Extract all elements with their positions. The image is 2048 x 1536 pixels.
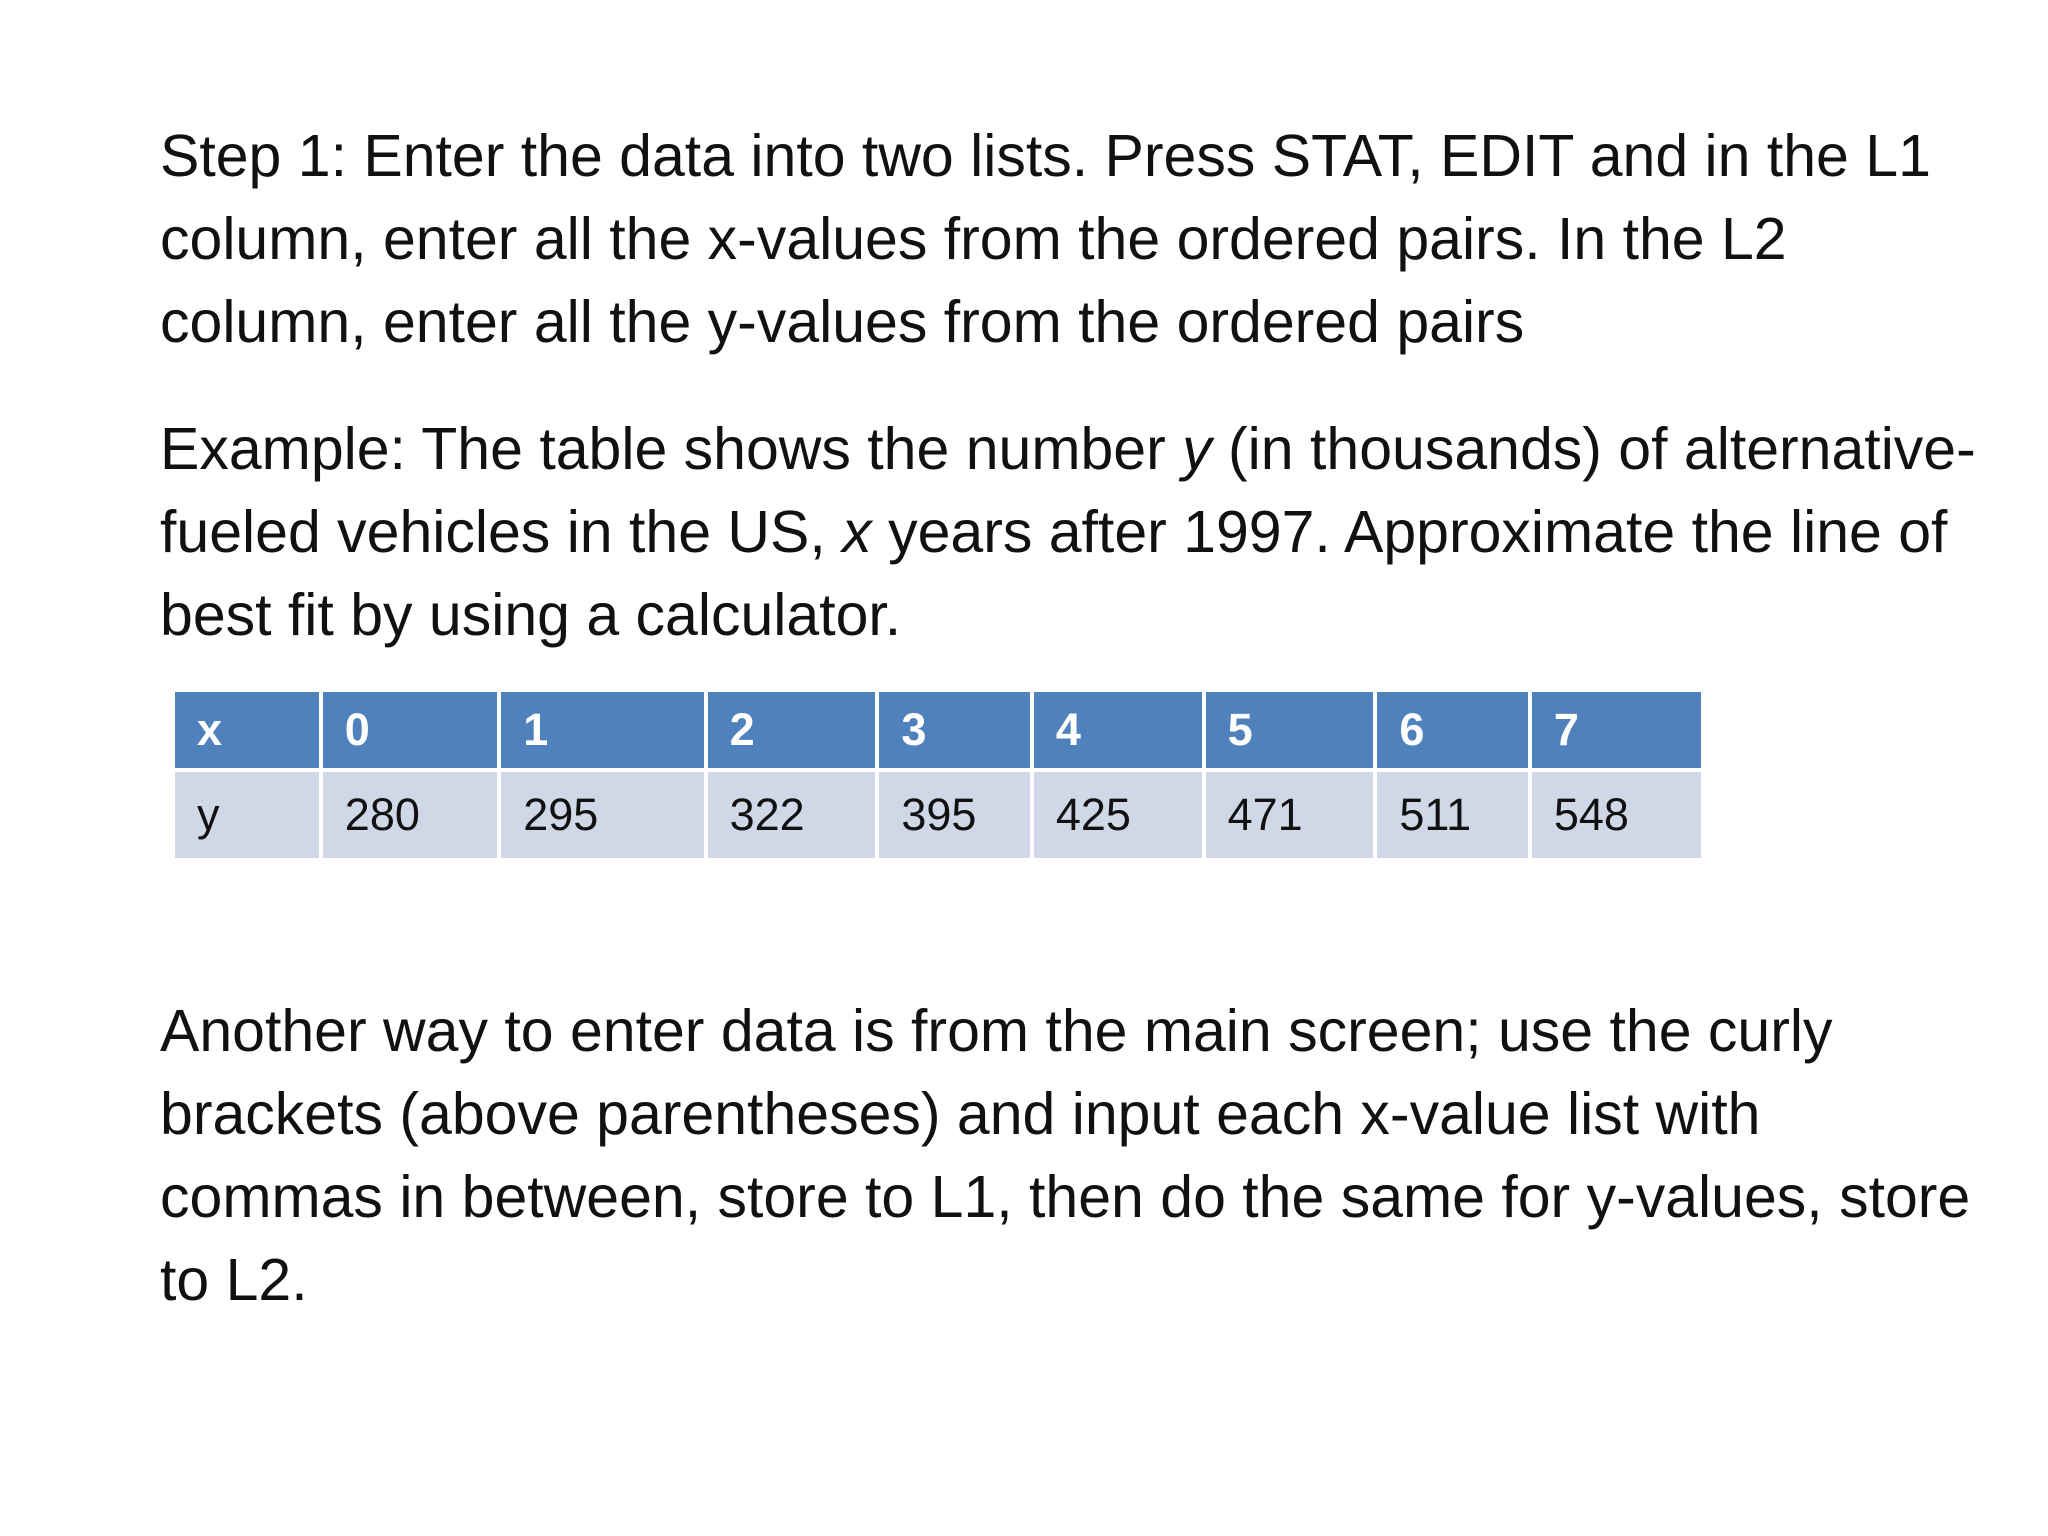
example-text-part1: Example: The table shows the number (160, 416, 1183, 482)
table-header-row (175, 692, 1701, 768)
y-value-cell: 471 (1206, 772, 1374, 858)
x-value-cell: 1 (501, 692, 703, 768)
x-value-cell: 7 (1532, 692, 1701, 768)
x-value-cell: 6 (1377, 692, 1527, 768)
y-value-cell: 395 (879, 772, 1029, 858)
example-text-part3: years after 1997. Approximate the line of best fit by using a calculator. (160, 499, 1948, 648)
example-paragraph (160, 408, 1990, 657)
y-label-cell: y (175, 772, 319, 858)
y-value-cell: 295 (501, 772, 703, 858)
another-way-paragraph: Another way to enter data is from the main screen; use the curly brackets (above parentheses) and input each x-value list with commas in between, store to L1, then do the same for y-values, store to L2. (160, 998, 1971, 1313)
y-value-cell: 280 (323, 772, 497, 858)
example-text-part2: (in thousands) of alternative-fueled vehicles in the US, (160, 416, 1976, 565)
step1-paragraph: Step 1: Enter the data into two lists. Press STAT, EDIT and in the L1 column, enter all the x-values from the ordered pairs. In the L2 column, enter all the y-values from the ordered pairs (160, 123, 1931, 355)
x-label-cell: x (175, 692, 319, 768)
y-value-cell: 425 (1034, 772, 1202, 858)
y-value-cell: 548 (1532, 772, 1701, 858)
y-value-cell: 511 (1377, 772, 1527, 858)
table-row (175, 772, 1701, 858)
y-value-cell: 322 (708, 772, 876, 858)
x-value-cell: 5 (1206, 692, 1374, 768)
x-value-cell: 0 (323, 692, 497, 768)
variable-x: x (842, 499, 872, 565)
x-value-cell: 2 (708, 692, 876, 768)
data-table (171, 688, 1705, 862)
x-value-cell: 3 (879, 692, 1029, 768)
x-value-cell: 4 (1034, 692, 1202, 768)
variable-y: y (1182, 416, 1212, 482)
